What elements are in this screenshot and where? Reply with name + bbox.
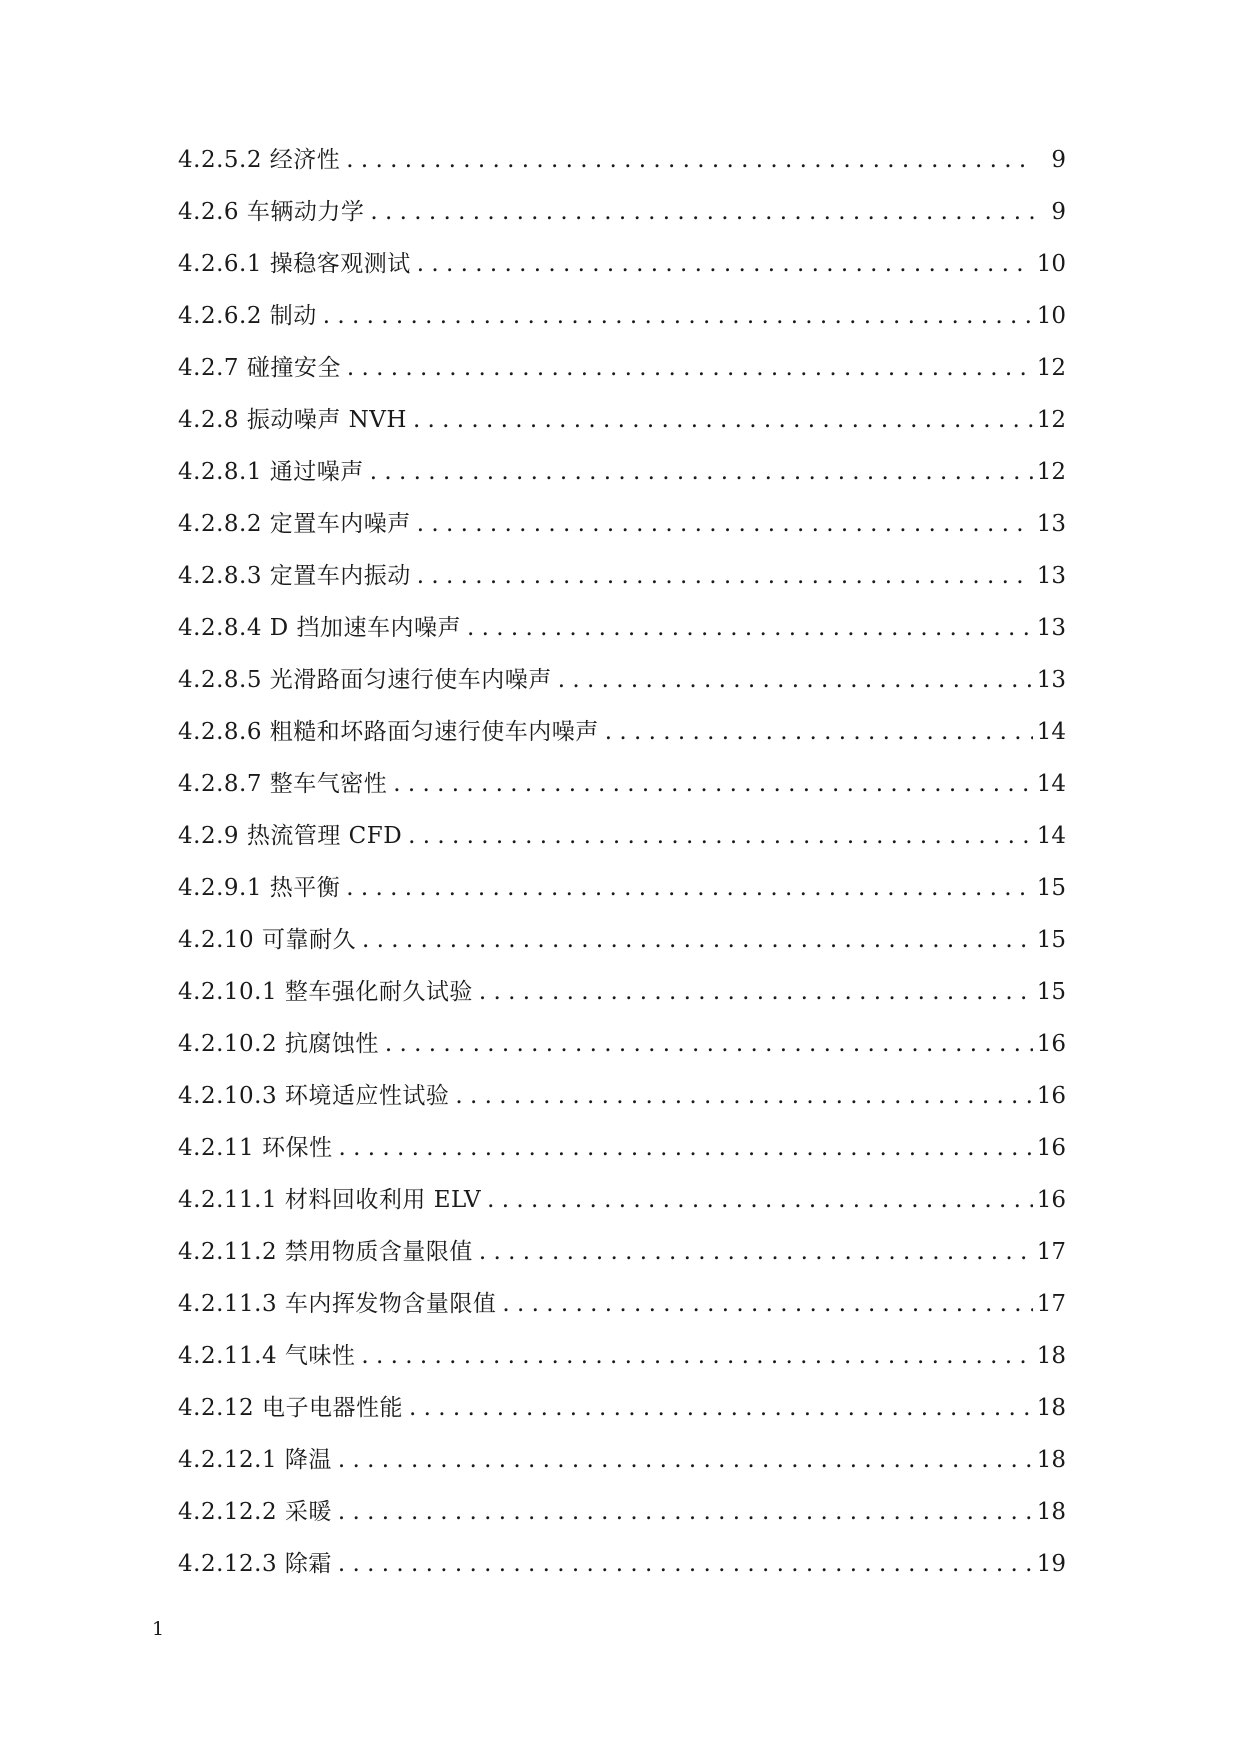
toc-entry-title: 4.2.12.2 采暖 — [178, 1499, 332, 1525]
toc-dot-leader — [346, 875, 1032, 901]
toc-entry[interactable] — [178, 1135, 1066, 1187]
toc-entry-title: 4.2.8.7 整车气密性 — [178, 771, 388, 797]
toc-entry-title: 4.2.9 热流管理 CFD — [178, 823, 403, 849]
toc-entry-title: 4.2.12.1 降温 — [178, 1447, 332, 1473]
toc-dot-leader — [558, 667, 1033, 693]
toc-entry-title: 4.2.11.3 车内挥发物含量限值 — [178, 1291, 497, 1317]
toc-entry-page: 9 — [1051, 199, 1066, 225]
toc-entry[interactable] — [178, 615, 1066, 667]
toc-entry-page: 18 — [1036, 1343, 1066, 1369]
toc-entry-page: 14 — [1036, 823, 1066, 849]
toc-dot-leader — [347, 355, 1033, 381]
toc-entry-title: 4.2.12 电子电器性能 — [178, 1395, 403, 1421]
toc-entry[interactable] — [178, 771, 1066, 823]
toc-entry-page: 10 — [1036, 251, 1066, 277]
toc-entry-page: 18 — [1036, 1395, 1066, 1421]
toc-dot-leader — [393, 771, 1032, 797]
toc-dot-leader — [362, 927, 1033, 953]
toc-entry-page: 13 — [1036, 615, 1066, 641]
toc-entry-title: 4.2.10.3 环境适应性试验 — [178, 1083, 450, 1109]
toc-dot-leader — [346, 147, 1034, 173]
page-number: 1 — [152, 1618, 165, 1640]
toc-entry-title: 4.2.8.4 D 挡加速车内噪声 — [178, 615, 462, 641]
toc-dot-leader — [413, 407, 1033, 433]
toc-entry-page: 15 — [1036, 927, 1066, 953]
toc-entry-page: 12 — [1036, 459, 1066, 485]
toc-entry[interactable] — [178, 511, 1066, 563]
toc-dot-leader — [605, 719, 1033, 745]
toc-entry[interactable] — [178, 719, 1066, 771]
toc-entry-page: 13 — [1036, 563, 1066, 589]
toc-dot-leader — [323, 303, 1033, 329]
table-of-contents — [178, 147, 1066, 1603]
toc-dot-leader — [408, 823, 1033, 849]
toc-dot-leader — [455, 1083, 1032, 1109]
toc-entry[interactable] — [178, 1343, 1066, 1395]
toc-entry[interactable] — [178, 1447, 1066, 1499]
toc-entry-page: 12 — [1036, 355, 1066, 381]
toc-entry-page: 16 — [1036, 1135, 1066, 1161]
toc-entry-title: 4.2.11.1 材料回收利用 ELV — [178, 1187, 482, 1213]
toc-entry[interactable] — [178, 563, 1066, 615]
toc-entry-title: 4.2.6.1 操稳客观测试 — [178, 251, 411, 277]
toc-entry[interactable] — [178, 303, 1066, 355]
toc-entry-title: 4.2.9.1 热平衡 — [178, 875, 341, 901]
toc-entry-title: 4.2.8.6 粗糙和坏路面匀速行使车内噪声 — [178, 719, 599, 745]
toc-entry-page: 19 — [1036, 1551, 1066, 1577]
toc-entry[interactable] — [178, 1499, 1066, 1551]
toc-entry[interactable] — [178, 927, 1066, 979]
toc-entry-page: 17 — [1036, 1239, 1066, 1265]
toc-entry-title: 4.2.6 车辆动力学 — [178, 199, 365, 225]
toc-dot-leader — [487, 1187, 1033, 1213]
toc-entry[interactable] — [178, 823, 1066, 875]
toc-entry[interactable] — [178, 199, 1066, 251]
toc-dot-leader — [417, 563, 1033, 589]
toc-entry[interactable] — [178, 1291, 1066, 1343]
toc-dot-leader — [417, 511, 1033, 537]
toc-dot-leader — [338, 1499, 1033, 1525]
toc-entry-page: 9 — [1051, 147, 1066, 173]
toc-entry[interactable] — [178, 1031, 1066, 1083]
toc-dot-leader — [338, 1135, 1032, 1161]
toc-dot-leader — [467, 615, 1033, 641]
toc-dot-leader — [370, 199, 1034, 225]
toc-entry[interactable] — [178, 979, 1066, 1031]
toc-entry[interactable] — [178, 1187, 1066, 1239]
toc-entry-page: 15 — [1036, 875, 1066, 901]
toc-entry[interactable] — [178, 1551, 1066, 1603]
toc-entry-page: 14 — [1036, 719, 1066, 745]
toc-entry-title: 4.2.5.2 经济性 — [178, 147, 341, 173]
toc-entry-title: 4.2.10.2 抗腐蚀性 — [178, 1031, 379, 1057]
toc-entry-title: 4.2.10 可靠耐久 — [178, 927, 356, 953]
toc-entry-title: 4.2.11 环保性 — [178, 1135, 333, 1161]
toc-entry[interactable] — [178, 875, 1066, 927]
toc-dot-leader — [370, 459, 1033, 485]
toc-entry[interactable] — [178, 459, 1066, 511]
toc-entry-page: 13 — [1036, 667, 1066, 693]
toc-entry-title: 4.2.8.1 通过噪声 — [178, 459, 364, 485]
toc-entry-title: 4.2.8.2 定置车内噪声 — [178, 511, 411, 537]
toc-entry[interactable] — [178, 1083, 1066, 1135]
toc-entry[interactable] — [178, 667, 1066, 719]
toc-dot-leader — [479, 979, 1033, 1005]
toc-entry-page: 18 — [1036, 1499, 1066, 1525]
toc-entry-title: 4.2.11.4 气味性 — [178, 1343, 356, 1369]
toc-entry-page: 10 — [1036, 303, 1066, 329]
toc-dot-leader — [479, 1239, 1033, 1265]
toc-entry-title: 4.2.8 振动噪声 NVH — [178, 407, 407, 433]
toc-entry-page: 16 — [1036, 1031, 1066, 1057]
toc-entry-page: 18 — [1036, 1447, 1066, 1473]
toc-dot-leader — [417, 251, 1033, 277]
toc-dot-leader — [502, 1291, 1032, 1317]
toc-entry-title: 4.2.8.5 光滑路面匀速行使车内噪声 — [178, 667, 552, 693]
toc-dot-leader — [361, 1343, 1032, 1369]
toc-entry-page: 12 — [1036, 407, 1066, 433]
toc-entry-title: 4.2.6.2 制动 — [178, 303, 317, 329]
toc-entry[interactable] — [178, 147, 1066, 199]
toc-entry[interactable] — [178, 1239, 1066, 1291]
toc-entry-title: 4.2.8.3 定置车内振动 — [178, 563, 411, 589]
toc-dot-leader — [409, 1395, 1033, 1421]
toc-entry-page: 15 — [1036, 979, 1066, 1005]
toc-entry-title: 4.2.12.3 除霜 — [178, 1551, 332, 1577]
toc-entry[interactable] — [178, 251, 1066, 303]
toc-dot-leader — [338, 1447, 1033, 1473]
toc-entry[interactable] — [178, 407, 1066, 459]
toc-entry[interactable] — [178, 1395, 1066, 1447]
toc-entry-title: 4.2.10.1 整车强化耐久试验 — [178, 979, 473, 1005]
toc-dot-leader — [338, 1551, 1033, 1577]
toc-entry-page: 17 — [1036, 1291, 1066, 1317]
toc-entry-title: 4.2.7 碰撞安全 — [178, 355, 341, 381]
toc-dot-leader — [385, 1031, 1033, 1057]
toc-entry-page: 16 — [1036, 1083, 1066, 1109]
toc-entry-page: 16 — [1036, 1187, 1066, 1213]
toc-entry[interactable] — [178, 355, 1066, 407]
toc-entry-page: 13 — [1036, 511, 1066, 537]
toc-entry-page: 14 — [1036, 771, 1066, 797]
toc-entry-title: 4.2.11.2 禁用物质含量限值 — [178, 1239, 473, 1265]
